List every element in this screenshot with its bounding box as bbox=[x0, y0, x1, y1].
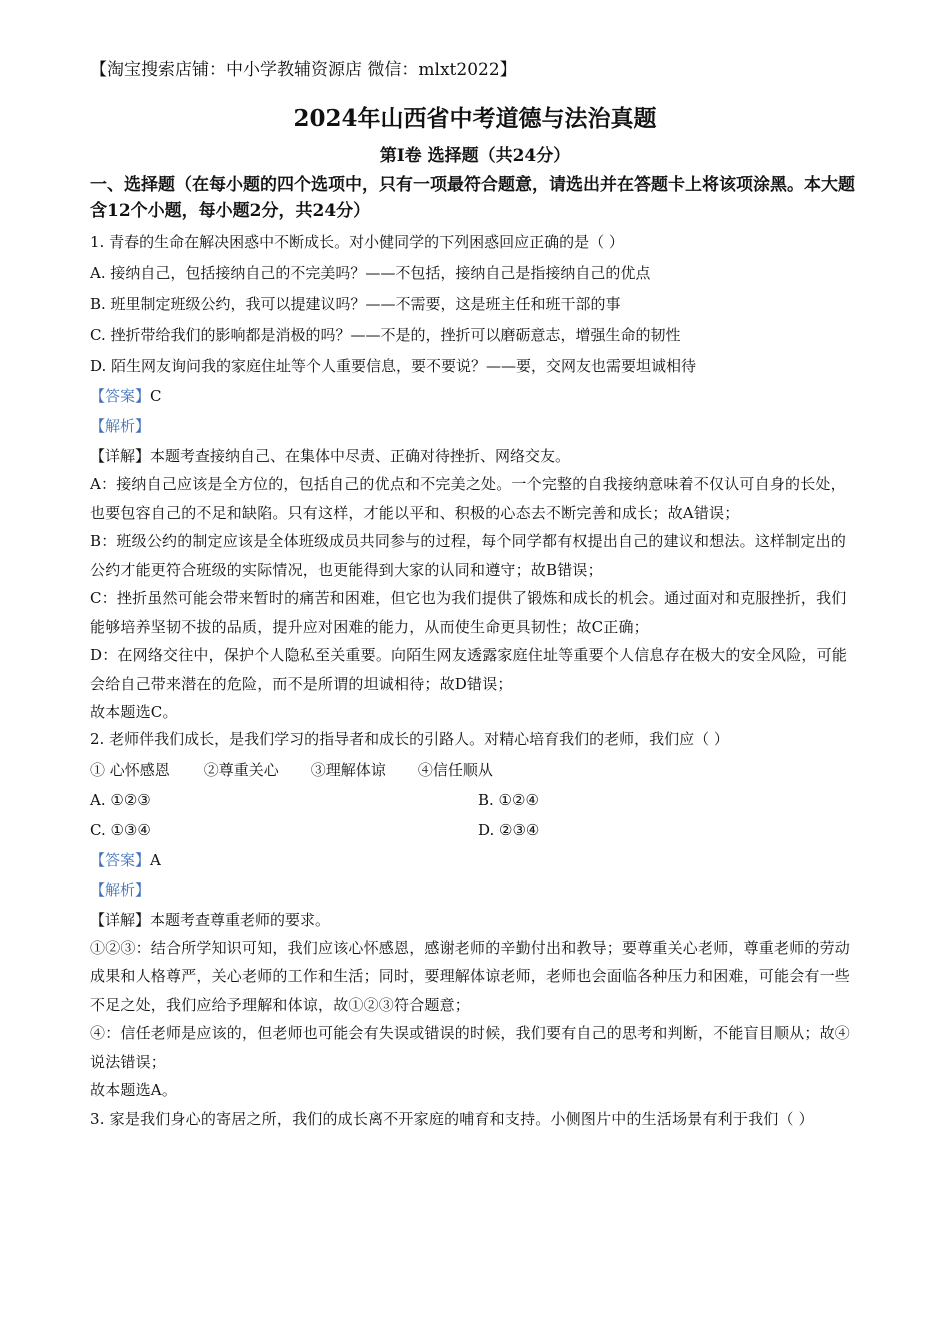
part-title: 第Ⅰ卷 选择题（共24分） bbox=[379, 146, 571, 166]
detail-text: 本题考查接纳自己、在集体中尽责、正确对待挫折、网络交友。 bbox=[150, 447, 571, 465]
exam-title: 2024年山西省中考道德与法治真题 bbox=[293, 105, 657, 132]
q2-options-row2 bbox=[90, 820, 860, 840]
answer-value: C bbox=[150, 387, 162, 405]
detail-label: 【详解】 bbox=[90, 910, 151, 929]
q2-option-b: B. ①②④ bbox=[478, 790, 539, 809]
section-heading: 一、选择题（在每小题的四个选项中，只有一项最符合题意，请选出并在答题卡上将该项涂黑。本大题含12个小题，每小题2分，共24分） bbox=[90, 175, 855, 221]
q2-item-1: ① 心怀感恩 bbox=[90, 760, 170, 779]
q2-item-3: ③理解体谅 bbox=[310, 760, 386, 779]
q2-options-row1 bbox=[90, 790, 860, 810]
q2-stem: 2. 老师伴我们成长，是我们学习的指导者和成长的引路人。对精心培育我们的老师，我们应（ ） bbox=[90, 729, 729, 748]
answer-label: 【答案】 bbox=[90, 850, 151, 869]
q2-conclusion: 故本题选A。 bbox=[90, 1081, 178, 1099]
analysis-label: 【解析】 bbox=[90, 880, 151, 899]
q1-analysis bbox=[90, 416, 860, 436]
answer-label: 【答案】 bbox=[90, 387, 151, 405]
q1-explain-b: B：班级公约的制定应该是全体班级成员共同参与的过程，每个同学都有权提出自己的建议和想法。这样制定出的公约才能更符合班级的实际情况，也更能得到大家的认同和遵守；故B错误； bbox=[90, 532, 847, 579]
q3-stem: 3. 家是我们身心的寄居之所，我们的成长离不开家庭的哺育和支持。小侧图片中的生活场景有利于我们（ ） bbox=[90, 1109, 814, 1128]
q2-explain-123: ①②③：结合所学知识可知，我们应该心怀感恩，感谢老师的辛勤付出和教导；要尊重关心老师，尊重老师的劳动成果和人格尊严，关心老师的工作和生活；同时，要理解体谅老师，老师也会面临各种压力和困难，可能会有一些不足之处，我们应给予理解和体谅，故①②③符合题意； bbox=[90, 938, 851, 1014]
q2-explain-4: ④：信任老师是应该的，但老师也可能会有失误或错误的时候，我们要有自己的思考和判断，不能盲目顺从；故④说法错误； bbox=[90, 1024, 851, 1071]
q1-explain-c: C：挫折虽然可能会带来暂时的痛苦和困难，但它也为我们提供了锻炼和成长的机会。通过面对和克服挫折，我们能够培养坚韧不拔的品质，提升应对困难的能力，从而使生命更具韧性；故C正确； bbox=[90, 589, 847, 636]
q1-detail bbox=[90, 446, 860, 466]
q1-option-c: C. 挫折带给我们的影响都是消极的吗？——不是的，挫折可以磨砺意志，增强生命的韧性 bbox=[90, 326, 681, 344]
q1-option-a: A. 接纳自己，包括接纳自己的不完美吗？——不包括，接纳自己是指接纳自己的优点 bbox=[90, 264, 651, 282]
q2-item-2: ②尊重关心 bbox=[203, 760, 279, 779]
q1-explain-d: D：在网络交往中，保护个人隐私至关重要。向陌生网友透露家庭住址等重要个人信息存在极大的安全风险，可能会给自己带来潜在的危险，而不是所谓的坦诚相待；故D错误； bbox=[90, 646, 848, 693]
q2-option-c: C. ①③④ bbox=[90, 820, 151, 839]
q1-explain-a: A：接纳自己应该是全方位的，包括自己的优点和不完美之处。一个完整的自我接纳意味着不仅认可自身的长处，也要包容自己的不足和缺陷。只有这样，才能以平和、积极的心态去不断完善和成长；故A错误； bbox=[90, 475, 846, 522]
q1-option-d: D. 陌生网友询问我的家庭住址等个人重要信息，要不要说？——要，交网友也需要坦诚相待 bbox=[90, 357, 697, 375]
q2-analysis bbox=[90, 880, 860, 900]
q1-option-b: B. 班里制定班级公约，我可以提建议吗？——不需要，这是班主任和班干部的事 bbox=[90, 295, 621, 313]
q1-stem: 1. 青春的生命在解决困惑中不断成长。对小健同学的下列困惑回应正确的是（ ） bbox=[90, 233, 624, 251]
detail-label: 【详解】 bbox=[90, 447, 151, 465]
q2-option-d: D. ②③④ bbox=[478, 820, 540, 839]
store-banner: 【淘宝搜索店铺：中小学教辅资源店 微信：mlxt2022】 bbox=[90, 60, 517, 80]
document-page bbox=[90, 58, 860, 1133]
q2-answer bbox=[90, 850, 860, 870]
q2-item-4: ④信任顺从 bbox=[417, 760, 493, 779]
q1-answer bbox=[90, 386, 860, 406]
answer-value: A bbox=[150, 850, 161, 869]
analysis-label: 【解析】 bbox=[90, 417, 151, 435]
q2-items bbox=[90, 760, 860, 780]
detail-text: 本题考查尊重老师的要求。 bbox=[150, 910, 331, 929]
q2-option-a: A. ①②③ bbox=[90, 790, 151, 809]
q2-detail bbox=[90, 910, 860, 930]
q1-conclusion: 故本题选C。 bbox=[90, 703, 178, 721]
